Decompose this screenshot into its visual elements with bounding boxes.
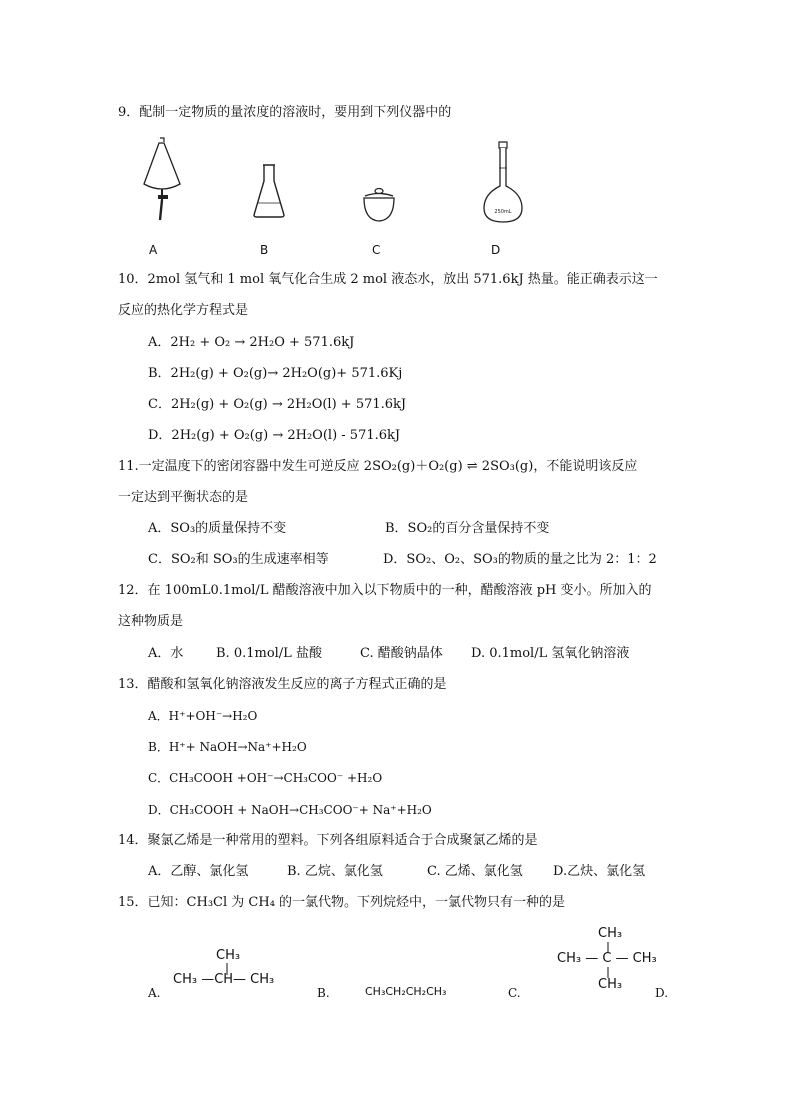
q11-option-d: D．SO₂、O₂、SO₃的物质的量之比为 2：1：2 — [383, 552, 657, 567]
q10-option-c: C．2H₂(g) + O₂(g) → 2H₂O(l) + 571.6kJ — [148, 397, 407, 412]
q12-stem-line2: 这种物质是 — [118, 614, 184, 629]
struct-c-bonds — [606, 940, 610, 980]
q14-option-c: C. 乙烯、氯化氢 — [427, 864, 523, 879]
q12-stem-line1: 12．在 100mL0.1mol/L 醋酸溶液中加入以下物质中的一种，醋酸溶液 pH 变小。所加入的 — [118, 583, 652, 598]
conical-flask-icon — [252, 163, 286, 219]
q13-option-d: D．CH₃COOH + NaOH→CH₃COO⁻+ Na⁺+H₂O — [148, 803, 432, 817]
q15-option-d: D. — [655, 986, 669, 1000]
q15-option-c: C. — [508, 986, 521, 1000]
q9-stem: 9．配制一定物质的量浓度的溶液时，要用到下列仪器中的 — [118, 105, 452, 120]
q9-label-d: D — [491, 243, 501, 257]
q11-option-a: A．SO₃的质量保持不变 — [148, 521, 287, 536]
q11-stem-line2: 一定达到平衡状态的是 — [118, 490, 249, 505]
q11-option-c: C．SO₂和 SO₃的生成速率相等 — [148, 552, 329, 567]
q13-stem: 13．醋酸和氢氧化钠溶液发生反应的离子方程式正确的是 — [118, 677, 447, 692]
q10-stem-line2: 反应的热化学方程式是 — [118, 303, 249, 318]
q13-option-b: B．H⁺+ NaOH→Na⁺+H₂O — [148, 740, 307, 754]
volumetric-flask-icon — [480, 140, 526, 226]
q14-stem: 14．聚氯乙烯是一种常用的塑料。下列各组原料适合于合成聚氯乙烯的是 — [118, 833, 538, 848]
q9-label-a: A — [149, 243, 158, 257]
q13-option-c: C．CH₃COOH +OH⁻→CH₃COO⁻ +H₂O — [148, 771, 383, 785]
q10-option-d: D．2H₂(g) + O₂(g) → 2H₂O(l) - 571.6kJ — [148, 428, 401, 443]
q14-option-d: D.乙炔、氯化氢 — [553, 864, 646, 879]
q12-option-a: A．水 — [148, 646, 184, 661]
q11-option-b: B．SO₂的百分含量保持不变 — [385, 521, 550, 536]
q10-stem-line1: 10．2mol 氢气和 1 mol 氧气化合生成 2 mol 液态水，放出 571.6kJ 热量。能正确表示这一 — [118, 272, 658, 287]
struct-a-main: CH₃ —CH— CH₃ — [173, 972, 275, 987]
q12-option-b: B. 0.1mol/L 盐酸 — [216, 646, 322, 661]
struct-c-main: CH₃ — C — CH₃ — [557, 951, 657, 966]
separatory-funnel-icon — [140, 136, 184, 226]
q12-option-c: C. 醋酸钠晶体 — [360, 646, 443, 661]
crucible-icon — [362, 186, 396, 224]
q14-option-b: B. 乙烷、氯化氢 — [287, 864, 383, 879]
q13-option-a: A．H⁺+OH⁻→H₂O — [148, 709, 258, 723]
struct-c-bottom: CH₃ — [598, 977, 623, 992]
flask-marking: 250mL — [494, 209, 512, 215]
q15-stem: 15．已知：CH₃Cl 为 CH₄ 的一氯代物。下列烷烃中，一氯代物只有一种的是 — [118, 895, 566, 910]
q12-option-d: D. 0.1mol/L 氢氧化钠溶液 — [471, 646, 630, 661]
q15-option-b: B. — [317, 986, 330, 1000]
struct-c-top: CH₃ — [598, 926, 623, 941]
struct-a-branch: CH₃ — [216, 948, 241, 963]
q10-option-a: A．2H₂ + O₂ → 2H₂O + 571.6kJ — [148, 335, 355, 350]
q15-option-a: A. — [148, 986, 161, 1000]
struct-b: CH₃CH₂CH₂CH₃ — [365, 985, 447, 998]
q9-label-c: C — [372, 243, 381, 257]
q14-option-a: A．乙醇、氯化氢 — [148, 864, 249, 879]
q11-stem-line1: 11.一定温度下的密闭容器中发生可逆反应 2SO₂(g)＋O₂(g) ⇌ 2SO₃(g)，不能说明该反应 — [118, 459, 638, 474]
q9-label-b: B — [260, 243, 269, 257]
q10-option-b: B．2H₂(g) + O₂(g)→ 2H₂O(g)+ 571.6Kj — [148, 366, 403, 381]
